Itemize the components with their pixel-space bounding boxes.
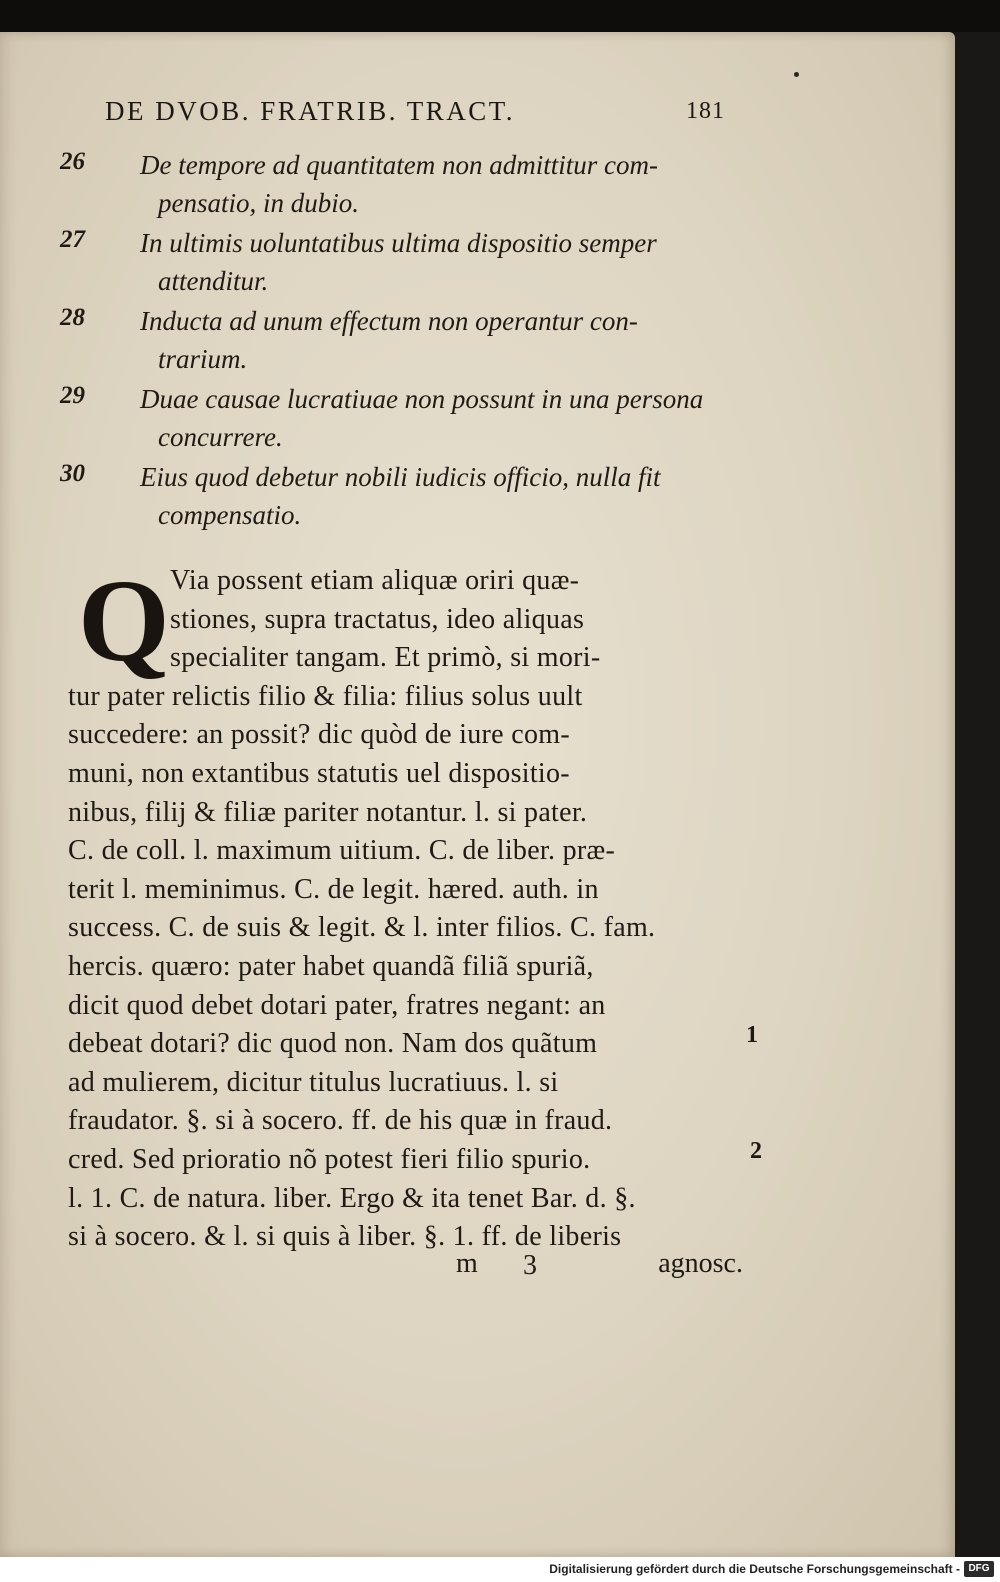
summary-item (60, 146, 730, 222)
summary-number: 29 (60, 382, 85, 409)
summary-line: compensatio. (158, 500, 302, 530)
margin-note: 1 (746, 1022, 758, 1048)
summary-item (60, 380, 730, 456)
funding-note: Digitalisierung gefördert durch die Deutsche Forschungsgemeinschaft - (549, 1562, 960, 1576)
text-line: terit l. meminimus. C. de legit. hæred. auth. in (68, 873, 599, 905)
scan-right-border (955, 32, 1000, 1557)
page-speck (794, 72, 799, 77)
running-header (105, 96, 725, 132)
summary-line: pensatio, in dubio. (158, 188, 359, 218)
text-line: stiones, supra tractatus, ideo aliquas (170, 603, 585, 635)
catchword: agnosc. (658, 1248, 743, 1279)
text-line: si à socero. & l. si quis à liber. §. 1. ff. de liberis (68, 1221, 622, 1253)
scan-top-border (0, 0, 1000, 32)
text-line: Via possent etiam aliquæ oriri quæ- (170, 565, 580, 596)
summary-line: trarium. (158, 344, 248, 374)
text-line: nibus, filij & filiæ pariter notantur. l. si pater. (68, 796, 588, 828)
text-line: hercis. quæro: pater habet quandã filiã spuriã, (68, 950, 594, 982)
summary-number: 26 (60, 148, 85, 175)
text-line: succedere: an possit? dic quòd de iure com- (68, 719, 570, 751)
body-text (68, 555, 743, 1257)
text-line: C. de coll. l. maximum uitium. C. de liber. præ- (68, 835, 616, 867)
summary-line: Duae causae lucratiuae non possunt in una persona (140, 384, 704, 414)
summary-item (60, 458, 730, 534)
summary-line: concurrere. (158, 422, 283, 452)
text-line: muni, non extantibus statutis uel dispositio- (68, 757, 570, 789)
summary-list (60, 146, 730, 536)
header-title: DE DVOB. FRATRIB. TRACT. (105, 96, 516, 126)
summary-number: 30 (60, 460, 85, 487)
text-line: l. 1. C. de natura. liber. Ergo & ita tenet Bar. d. §. (68, 1182, 636, 1214)
drop-cap-initial: Q (78, 555, 170, 686)
summary-line: Inducta ad unum effectum non operantur con- (140, 306, 638, 336)
margin-note: 2 (750, 1138, 762, 1164)
page-number: 181 (686, 98, 725, 124)
text-line: tur pater relictis filio & filia: filius solus uult (68, 680, 583, 712)
summary-line: attenditur. (158, 266, 269, 296)
dfg-logo: DFG (964, 1561, 994, 1577)
text-line: specialiter tangam. Et primò, si mori- (170, 642, 601, 674)
text-line: dicit quod debet dotari pater, fratres negant: an (68, 989, 606, 1021)
summary-line: De tempore ad quantitatem non admittitur com- (140, 150, 658, 180)
text-line: cred. Sed prioratio nõ potest fieri filio spurio. (68, 1143, 591, 1175)
summary-number: 28 (60, 304, 85, 331)
page-foot (68, 1248, 743, 1288)
summary-line: In ultimis uoluntatibus ultima dispositio semper (140, 228, 657, 258)
summary-item (60, 224, 730, 300)
text-line: debeat dotari? dic quod non. Nam dos quãtum (68, 1028, 598, 1060)
text-line: ad mulierem, dicitur titulus lucratiuus. l. si (68, 1066, 559, 1098)
signature-mark: 3 (523, 1250, 537, 1281)
text-line: success. C. de suis & legit. & l. inter filios. C. fam. (68, 912, 656, 944)
summary-number: 27 (60, 226, 85, 253)
summary-item (60, 302, 730, 378)
summary-line: Eius quod debetur nobili iudicis officio, nulla fit (140, 462, 661, 492)
digitization-footer (0, 1557, 1000, 1582)
text-line: fraudator. §. si à socero. ff. de his quæ in fraud. (68, 1105, 613, 1137)
signature-mark: m (456, 1248, 478, 1279)
